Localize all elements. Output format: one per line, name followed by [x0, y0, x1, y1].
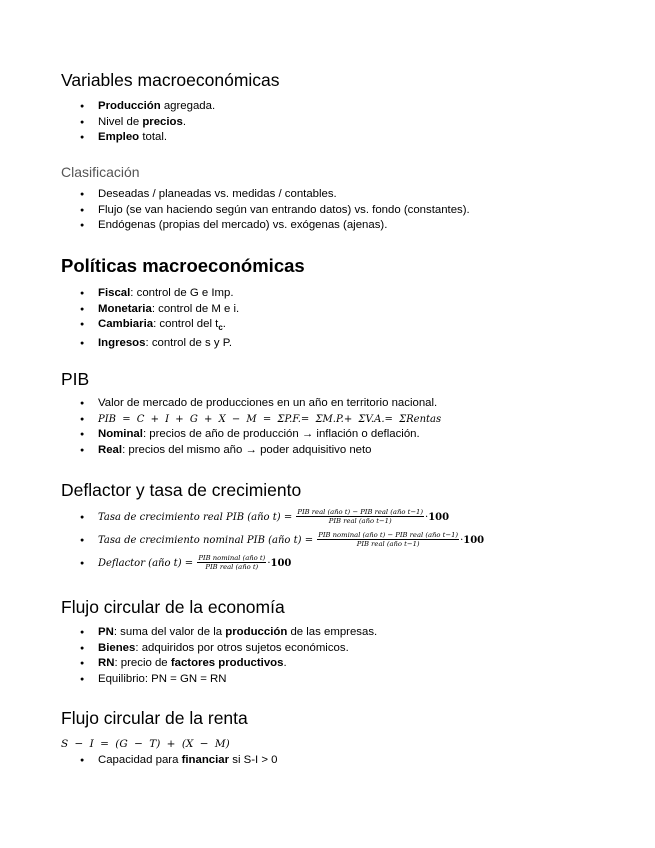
list-pib — [80, 396, 441, 458]
heading-pib: PIB — [61, 369, 90, 389]
list-item: ● Flujo (se van haciendo según van entrando datos) vs. fondo (constantes). — [80, 203, 470, 219]
list-variables — [80, 99, 215, 146]
formula-crecimiento-nominal: ● Tasa de crecimiento nominal PIB (año t) = $\frac{\text{PIB nominal (año t) − PIB real (año t−1)}}{\text{PIB real (año t−1)}}$ ·100 — [80, 529, 484, 552]
list-item: ● Ingresos: control de s y P. — [80, 336, 239, 352]
list-item: ● Endógenas (propias del mercado) vs. exógenas (ajenas). — [80, 218, 470, 234]
list-item: ● PN: suma del valor de la producción de las empresas. — [80, 625, 377, 641]
list-item: ● Valor de mercado de producciones en un año en territorio nacional. — [80, 396, 441, 412]
list-item: ● Fiscal: control de G e Imp. — [80, 286, 239, 302]
list-deflactor — [80, 506, 484, 575]
pib-formula: PIB = C + I + G + X − M = ΣP.F.= ΣM.P.+ ΣV.A.= ΣRentas — [98, 413, 442, 425]
list-item: ● Capacidad para financiar si S-I > 0 — [80, 753, 278, 769]
list-item: ● Nivel de precios. — [80, 115, 215, 131]
renta-formula: S − I = (G − T) + (X − M) — [61, 738, 230, 750]
list-item: ● Empleo total. — [80, 130, 215, 146]
list-flujo-economia — [80, 625, 377, 687]
heading-variables: Variables macroeconómicas — [61, 70, 280, 90]
list-item: ● Producción agregada. — [80, 99, 215, 115]
heading-flujo-renta: Flujo circular de la renta — [61, 708, 248, 728]
list-clasificacion — [80, 187, 470, 234]
list-item: ● Real: precios del mismo año → poder adquisitivo neto — [80, 443, 441, 459]
formula-crecimiento-real: ● Tasa de crecimiento real PIB (año t) = $\frac{\text{PIB real (año t) − PIB real (año t−1)}}{\text{PIB real (año t−1)}}$ ·100 — [80, 506, 484, 529]
formula-deflactor: ● Deflactor (año t) = $\frac{\text{PIB nominal (año t)}}{\text{PIB real (año t)}}$ ·100 — [80, 552, 484, 575]
list-item: ● Bienes: adquiridos por otros sujetos económicos. — [80, 641, 377, 657]
list-flujo-renta — [80, 753, 278, 769]
list-item: ● Monetaria: control de M e i. — [80, 302, 239, 318]
list-politicas — [80, 286, 239, 351]
list-item: ● Nominal: precios de año de producción → inflación o deflación. — [80, 427, 441, 443]
heading-clasificacion: Clasificación — [61, 164, 140, 180]
list-item: ● Cambiaria: control del $t_c$. — [80, 317, 239, 336]
heading-politicas: Políticas macroeconómicas — [61, 255, 305, 276]
heading-flujo-economia: Flujo circular de la economía — [61, 597, 285, 617]
list-item: ● RN: precio de factores productivos. — [80, 656, 377, 672]
heading-deflactor: Deflactor y tasa de crecimiento — [61, 480, 302, 500]
list-item: ● Deseadas / planeadas vs. medidas / contables. — [80, 187, 470, 203]
list-item — [80, 412, 441, 428]
list-item: ● Equilibrio: PN = GN = RN — [80, 672, 377, 688]
